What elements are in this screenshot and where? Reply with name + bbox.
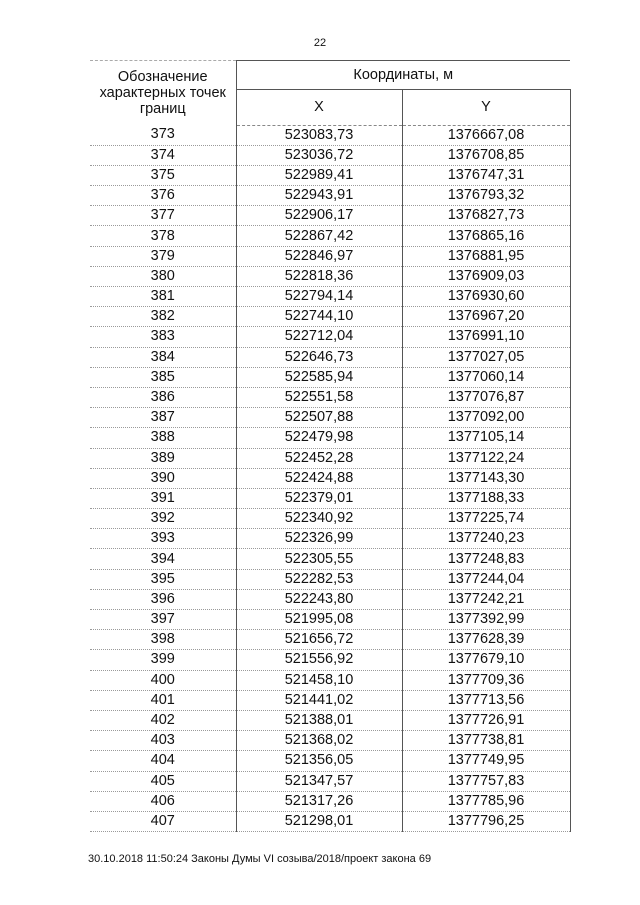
point-number-cell: 382 <box>90 307 236 327</box>
table-row <box>90 610 570 630</box>
x-coordinate-cell: 521317,26 <box>236 791 402 811</box>
table-row <box>90 186 570 206</box>
point-number-cell: 389 <box>90 448 236 468</box>
point-number-cell: 377 <box>90 206 236 226</box>
x-coordinate-cell: 522479,98 <box>236 428 402 448</box>
y-coordinate-cell: 1376881,95 <box>402 246 570 266</box>
point-number-cell: 407 <box>90 811 236 831</box>
table-row <box>90 791 570 811</box>
y-coordinate-cell: 1376793,32 <box>402 186 570 206</box>
x-coordinate-cell: 521458,10 <box>236 670 402 690</box>
x-coordinate-cell: 522452,28 <box>236 448 402 468</box>
y-coordinate-cell: 1377244,04 <box>402 569 570 589</box>
y-coordinate-cell: 1376991,10 <box>402 327 570 347</box>
x-coordinate-cell: 522340,92 <box>236 509 402 529</box>
x-coordinate-cell: 522646,73 <box>236 347 402 367</box>
y-coordinate-cell: 1376909,03 <box>402 266 570 286</box>
table-row <box>90 347 570 367</box>
point-number-cell: 401 <box>90 690 236 710</box>
y-coordinate-cell: 1377105,14 <box>402 428 570 448</box>
x-coordinate-cell: 522282,53 <box>236 569 402 589</box>
y-coordinate-cell: 1376967,20 <box>402 307 570 327</box>
table-row <box>90 246 570 266</box>
point-number-cell: 375 <box>90 165 236 185</box>
point-number-cell: 402 <box>90 710 236 730</box>
point-number-cell: 374 <box>90 145 236 165</box>
table-row <box>90 549 570 569</box>
table-row <box>90 690 570 710</box>
y-coordinate-cell: 1377709,36 <box>402 670 570 690</box>
point-number-cell: 394 <box>90 549 236 569</box>
point-number-cell: 397 <box>90 610 236 630</box>
x-coordinate-cell: 522846,97 <box>236 246 402 266</box>
table-row <box>90 327 570 347</box>
point-number-cell: 400 <box>90 670 236 690</box>
table-row <box>90 287 570 307</box>
point-number-cell: 384 <box>90 347 236 367</box>
x-coordinate-cell: 521441,02 <box>236 690 402 710</box>
header-y: Y <box>402 90 570 125</box>
x-coordinate-cell: 522906,17 <box>236 206 402 226</box>
table-row <box>90 751 570 771</box>
x-coordinate-cell: 522551,58 <box>236 387 402 407</box>
table-row <box>90 630 570 650</box>
page-number: 22 <box>313 37 327 49</box>
y-coordinate-cell: 1377027,05 <box>402 347 570 367</box>
point-number-cell: 385 <box>90 367 236 387</box>
y-coordinate-cell: 1377242,21 <box>402 589 570 609</box>
point-number-cell: 403 <box>90 731 236 751</box>
table-row <box>90 670 570 690</box>
x-coordinate-cell: 522943,91 <box>236 186 402 206</box>
y-coordinate-cell: 1377796,25 <box>402 811 570 831</box>
table-row <box>90 569 570 589</box>
table-row <box>90 387 570 407</box>
x-coordinate-cell: 523036,72 <box>236 145 402 165</box>
point-number-cell: 391 <box>90 488 236 508</box>
y-coordinate-cell: 1376667,08 <box>402 125 570 145</box>
header-designation: Обозначение характерных точек границ <box>90 61 236 126</box>
point-number-cell: 388 <box>90 428 236 448</box>
y-coordinate-cell: 1377392,99 <box>402 610 570 630</box>
x-coordinate-cell: 521298,01 <box>236 811 402 831</box>
x-coordinate-cell: 522243,80 <box>236 589 402 609</box>
point-number-cell: 379 <box>90 246 236 266</box>
table-row <box>90 488 570 508</box>
point-number-cell: 390 <box>90 468 236 488</box>
x-coordinate-cell: 522744,10 <box>236 307 402 327</box>
x-coordinate-cell: 522794,14 <box>236 287 402 307</box>
y-coordinate-cell: 1376865,16 <box>402 226 570 246</box>
table-row <box>90 448 570 468</box>
x-coordinate-cell: 522326,99 <box>236 529 402 549</box>
table-row <box>90 811 570 831</box>
y-coordinate-cell: 1377749,95 <box>402 751 570 771</box>
table-row <box>90 589 570 609</box>
y-coordinate-cell: 1376930,60 <box>402 287 570 307</box>
x-coordinate-cell: 522585,94 <box>236 367 402 387</box>
y-coordinate-cell: 1377122,24 <box>402 448 570 468</box>
y-coordinate-cell: 1377225,74 <box>402 509 570 529</box>
table-row <box>90 428 570 448</box>
y-coordinate-cell: 1377757,83 <box>402 771 570 791</box>
coordinates-table <box>90 60 571 832</box>
y-coordinate-cell: 1376708,85 <box>402 145 570 165</box>
x-coordinate-cell: 521388,01 <box>236 710 402 730</box>
x-coordinate-cell: 521556,92 <box>236 650 402 670</box>
table-row <box>90 468 570 488</box>
table-row <box>90 509 570 529</box>
x-coordinate-cell: 523083,73 <box>236 125 402 145</box>
point-number-cell: 392 <box>90 509 236 529</box>
table-row <box>90 367 570 387</box>
point-number-cell: 395 <box>90 569 236 589</box>
y-coordinate-cell: 1377143,30 <box>402 468 570 488</box>
y-coordinate-cell: 1377076,87 <box>402 387 570 407</box>
y-coordinate-cell: 1377092,00 <box>402 408 570 428</box>
y-coordinate-cell: 1377726,91 <box>402 710 570 730</box>
point-number-cell: 376 <box>90 186 236 206</box>
x-coordinate-cell: 522818,36 <box>236 266 402 286</box>
footer-stamp: 30.10.2018 11:50:24 Законы Думы VI созыва/2018/проект закона 69 <box>88 853 432 865</box>
x-coordinate-cell: 522989,41 <box>236 165 402 185</box>
table-body <box>90 125 570 832</box>
header-coordinates: Координаты, м <box>236 61 570 90</box>
table-row <box>90 226 570 246</box>
point-number-cell: 399 <box>90 650 236 670</box>
y-coordinate-cell: 1377679,10 <box>402 650 570 670</box>
x-coordinate-cell: 522867,42 <box>236 226 402 246</box>
table-row <box>90 307 570 327</box>
point-number-cell: 393 <box>90 529 236 549</box>
y-coordinate-cell: 1377188,33 <box>402 488 570 508</box>
point-number-cell: 380 <box>90 266 236 286</box>
point-number-cell: 404 <box>90 751 236 771</box>
point-number-cell: 383 <box>90 327 236 347</box>
x-coordinate-cell: 521347,57 <box>236 771 402 791</box>
point-number-cell: 396 <box>90 589 236 609</box>
point-number-cell: 386 <box>90 387 236 407</box>
table-row <box>90 771 570 791</box>
point-number-cell: 387 <box>90 408 236 428</box>
y-coordinate-cell: 1377785,96 <box>402 791 570 811</box>
x-coordinate-cell: 522507,88 <box>236 408 402 428</box>
table-row <box>90 529 570 549</box>
table-row <box>90 710 570 730</box>
y-coordinate-cell: 1377628,39 <box>402 630 570 650</box>
y-coordinate-cell: 1377248,83 <box>402 549 570 569</box>
table-row <box>90 408 570 428</box>
point-number-cell: 406 <box>90 791 236 811</box>
table-row <box>90 206 570 226</box>
table-row <box>90 266 570 286</box>
table-row <box>90 125 570 145</box>
x-coordinate-cell: 522712,04 <box>236 327 402 347</box>
y-coordinate-cell: 1377060,14 <box>402 367 570 387</box>
x-coordinate-cell: 521995,08 <box>236 610 402 630</box>
x-coordinate-cell: 522379,01 <box>236 488 402 508</box>
x-coordinate-cell: 521656,72 <box>236 630 402 650</box>
table-row <box>90 165 570 185</box>
point-number-cell: 405 <box>90 771 236 791</box>
table-row <box>90 731 570 751</box>
table-row <box>90 650 570 670</box>
y-coordinate-cell: 1377713,56 <box>402 690 570 710</box>
y-coordinate-cell: 1376747,31 <box>402 165 570 185</box>
table-row <box>90 145 570 165</box>
point-number-cell: 381 <box>90 287 236 307</box>
y-coordinate-cell: 1377738,81 <box>402 731 570 751</box>
header-x: X <box>236 90 402 125</box>
x-coordinate-cell: 522305,55 <box>236 549 402 569</box>
point-number-cell: 398 <box>90 630 236 650</box>
point-number-cell: 378 <box>90 226 236 246</box>
x-coordinate-cell: 522424,88 <box>236 468 402 488</box>
y-coordinate-cell: 1377240,23 <box>402 529 570 549</box>
x-coordinate-cell: 521356,05 <box>236 751 402 771</box>
y-coordinate-cell: 1376827,73 <box>402 206 570 226</box>
point-number-cell: 373 <box>90 125 236 145</box>
x-coordinate-cell: 521368,02 <box>236 731 402 751</box>
